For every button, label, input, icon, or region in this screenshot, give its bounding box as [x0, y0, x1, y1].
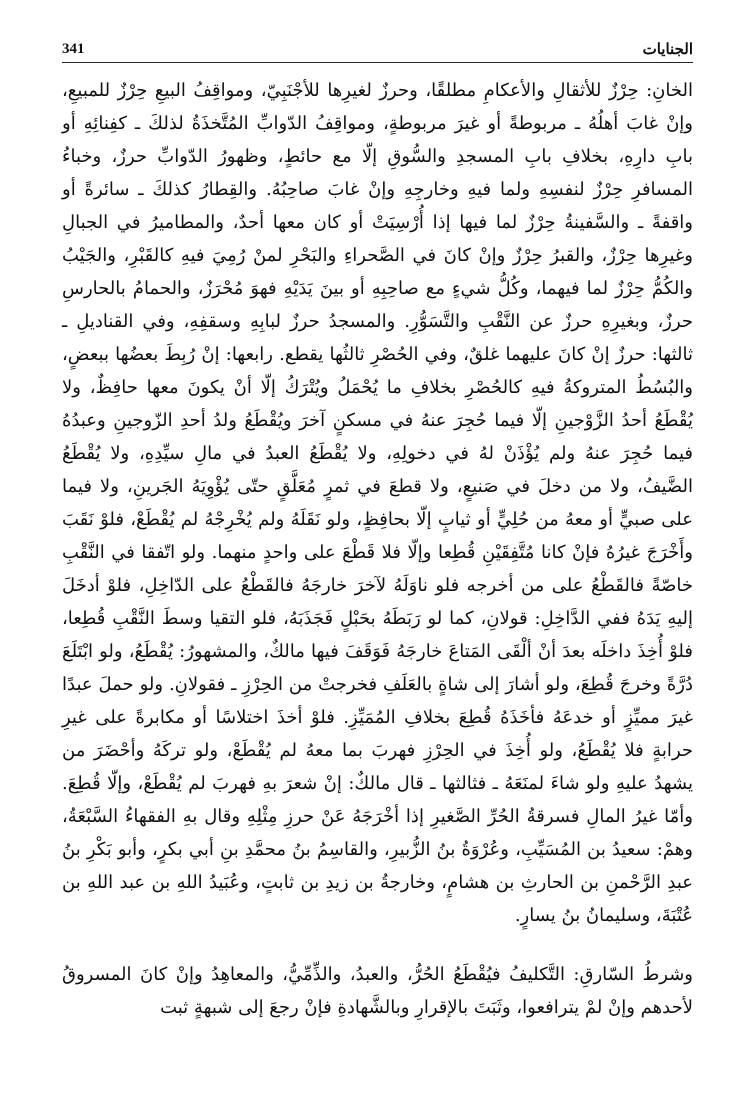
- page-number: 341: [62, 41, 85, 57]
- header-rule: [62, 62, 693, 63]
- chapter-title: الجنايات: [642, 40, 693, 58]
- paragraph: وشرطُ السّارقِ: التَّكليفُ فيُقْطَعُ الحُرُّ، والعبدُ، والذِّمِّيُّ، والمعاهِدُ وإنْ كانَ المسروقُ لأحدهم وإنْ لمْ يترافعوا، وثَبَتَ بالإقرارِ وبالشَّهادةِ فإنْ رجعَ إلى شبهةٍ ثبت: [62, 964, 693, 1018]
- paragraph: الخانِ: حِرْزٌ للأثقالِ والأعكامِ مطلقًا، وحرزٌ لغيرِها للأجْنَبِيّ، ومواقِفُ البيعِ حِرْزٌ للمبيعِ، وإنْ غابَ أهلُهُ ـ مربوطةً أو غيرَ مربوطةٍ، ومواقِفُ الدّوابِّ المُتَّخذَةُ لذلكَ ـ كفِنائِهِ أو بابِ دارِهِ، بخلافِ بابِ المسجدِ والسُّوقِ إلّا مع حائطٍ، وظهورُ الدّوابِّ حرزٌ، وخباءُ المسافرِ حِرْزٌ لنفسِهِ ولما فيهِ وخارجِهِ وإنْ غابَ صاحِبُهُ. والقِطارُ كذلكَ ـ سائرةً أو واقفةً ـ والسَّفينةُ حِرْزٌ لما فيها إذا أُرْسِيَتْ أو كان معها أحدٌ، والمطاميرُ في الجبالِ وغيرِها حِرْزٌ، والقبرُ حِرْزٌ وإنْ كانَ في الصَّحراءِ والبَحْرِ لمنْ رُمِيَ فيهِ كالقَبْرِ، والجَيْبُ والكُمُّ حِرْزٌ لما فيهما، وكُلُّ شيءٍ مع صاحِبِهِ أو بينَ يَدَيْهِ فهوَ مُحْرَزٌ، والحمامُ بالحارسِ حرزٌ، وبغيرِهِ حرزٌ عن النَّقْبِ والتَّسَوُّرِ. والمسجدُ حرزٌ لبابِهِ وسقفِهِ، وفي القناديلِ ـ ثالثها: حرزٌ إنْ كانَ عليهما غلقٌ، وفي الحُصْرِ ثالثُها يقطع. رابعها: إنْ رُبِطَ بعضُها ببعضٍ، والبُسُطُ المتروكةُ فيهِ كالحُصْرِ بخلافِ ما يُحْمَلُ ويُتْرَكُ إلّا أنْ يكونَ معها حافِظٌ، ولا يُقْطَعُ أحدُ الزَّوْجينِ إلّا فيما حُجِرَ عنهُ في مسكنٍ آخرَ ويُقْطَعُ ولدُ أحدِ الزّوجينِ وعبدُهُ فيما حُجِرَ عنهُ ولم يُؤْذَنْ لهُ في دخولِهِ، ولا يُقْطَعُ العبدُ في مالِ سيِّدِهِ، ولا يُقْطَعُ الضَّيفُ، ولا من دخلَ في صَنيعٍ، ولا قطعَ في ثمرٍ مُعَلَّقٍ حتّى يُؤْوِيَهُ الجَرينِ، ولا فيما على صبيٍّ أو معهُ من حُلِيٍّ أو ثيابٍ إلّا بحافِظٍ، ولو نَقَلَهُ ولم يُخْرِجْهُ لم يُقْطَعْ، فلوْ نَقَبَ وأَخْرَجَ غيرُهُ فإنْ كانا مُتَّفِقَيْنِ قُطِعا وإلّا فلا قَطْعَ على واحدٍ منهما. ولو اتّفقا في النَّقْبِ خاصّةً فالقَطْعُ على من أخرجه فلو ناوَلَهُ لآخرَ خارجَهُ فالقَطْعُ على الدّاخِلِ، فلوْ أدخَلَ إليهِ يَدَهُ ففي الدَّاخِلِ: قولانِ، كما لو رَبَطَهُ بحَبْلٍ فَجَذَبَهُ، فلو التقيا وسطَ النَّقْبِ قُطِعا، فلوْ أُخِذَ داخلَه بعدَ أنْ ألْقَى المَتاعَ خارجَهُ فَوَقَفَ فيها مالكٌ، والمشهورُ: يُقْطَعُ، ولو ابْتَلَعَ دُرَّةً وخرجَ قُطِعَ، ولو أشارَ إلى شاةٍ بالعَلَفِ فخرجتْ من الحِرْزِ ـ فقولانِ. ولو حملَ عبدًا غيرَ مميِّزٍ أو خدعَهُ فأخَذَهُ قُطِعَ بخلافِ المُمَيِّزِ. فلوْ أخذَ اختلاسًا أو مكابرةً على غيرِ حرابةٍ فلا يُقْطَعُ، ولو أُخِذَ في الحِرْزِ فهربَ بما معهُ لم يُقْطَعْ، ولو تركَهُ وأحْضَرَ من يشهدُ عليهِ ولو شاءَ لمنَعَهُ ـ فثالثها ـ قال مالكٌ: إنْ شعرَ بهِ فهربَ لم يُقْطَعْ، وإلّا قُطِعَ. وأمّا غيرُ المالِ فسرقةُ الحُرِّ الصَّغيرِ إذا أخْرَجَهُ عَنْ حرزِ مِثْلِهِ وقال بهِ الفقهاءُ السَّبْعَةُ، وهمْ: سعيدُ بن المُسَيِّبِ، وعُرْوَةُ بنُ الزُّبيرِ، والقاسِمُ بنُ محمَّدِ بنِ أبي بكرٍ، وأبو بَكْرِ بنُ عبدِ الرَّحْمنِ بن الحارثِ بن هشامٍ، وخارجةُ بن زيدِ بن ثابتٍ، وعُبَيدُ اللهِ بن عبد اللهِ بن عُتْبَةَ، وسليمانُ بنُ يسارٍ.: [62, 80, 693, 926]
- body-text: [62, 74, 693, 1024]
- running-head: [62, 34, 693, 58]
